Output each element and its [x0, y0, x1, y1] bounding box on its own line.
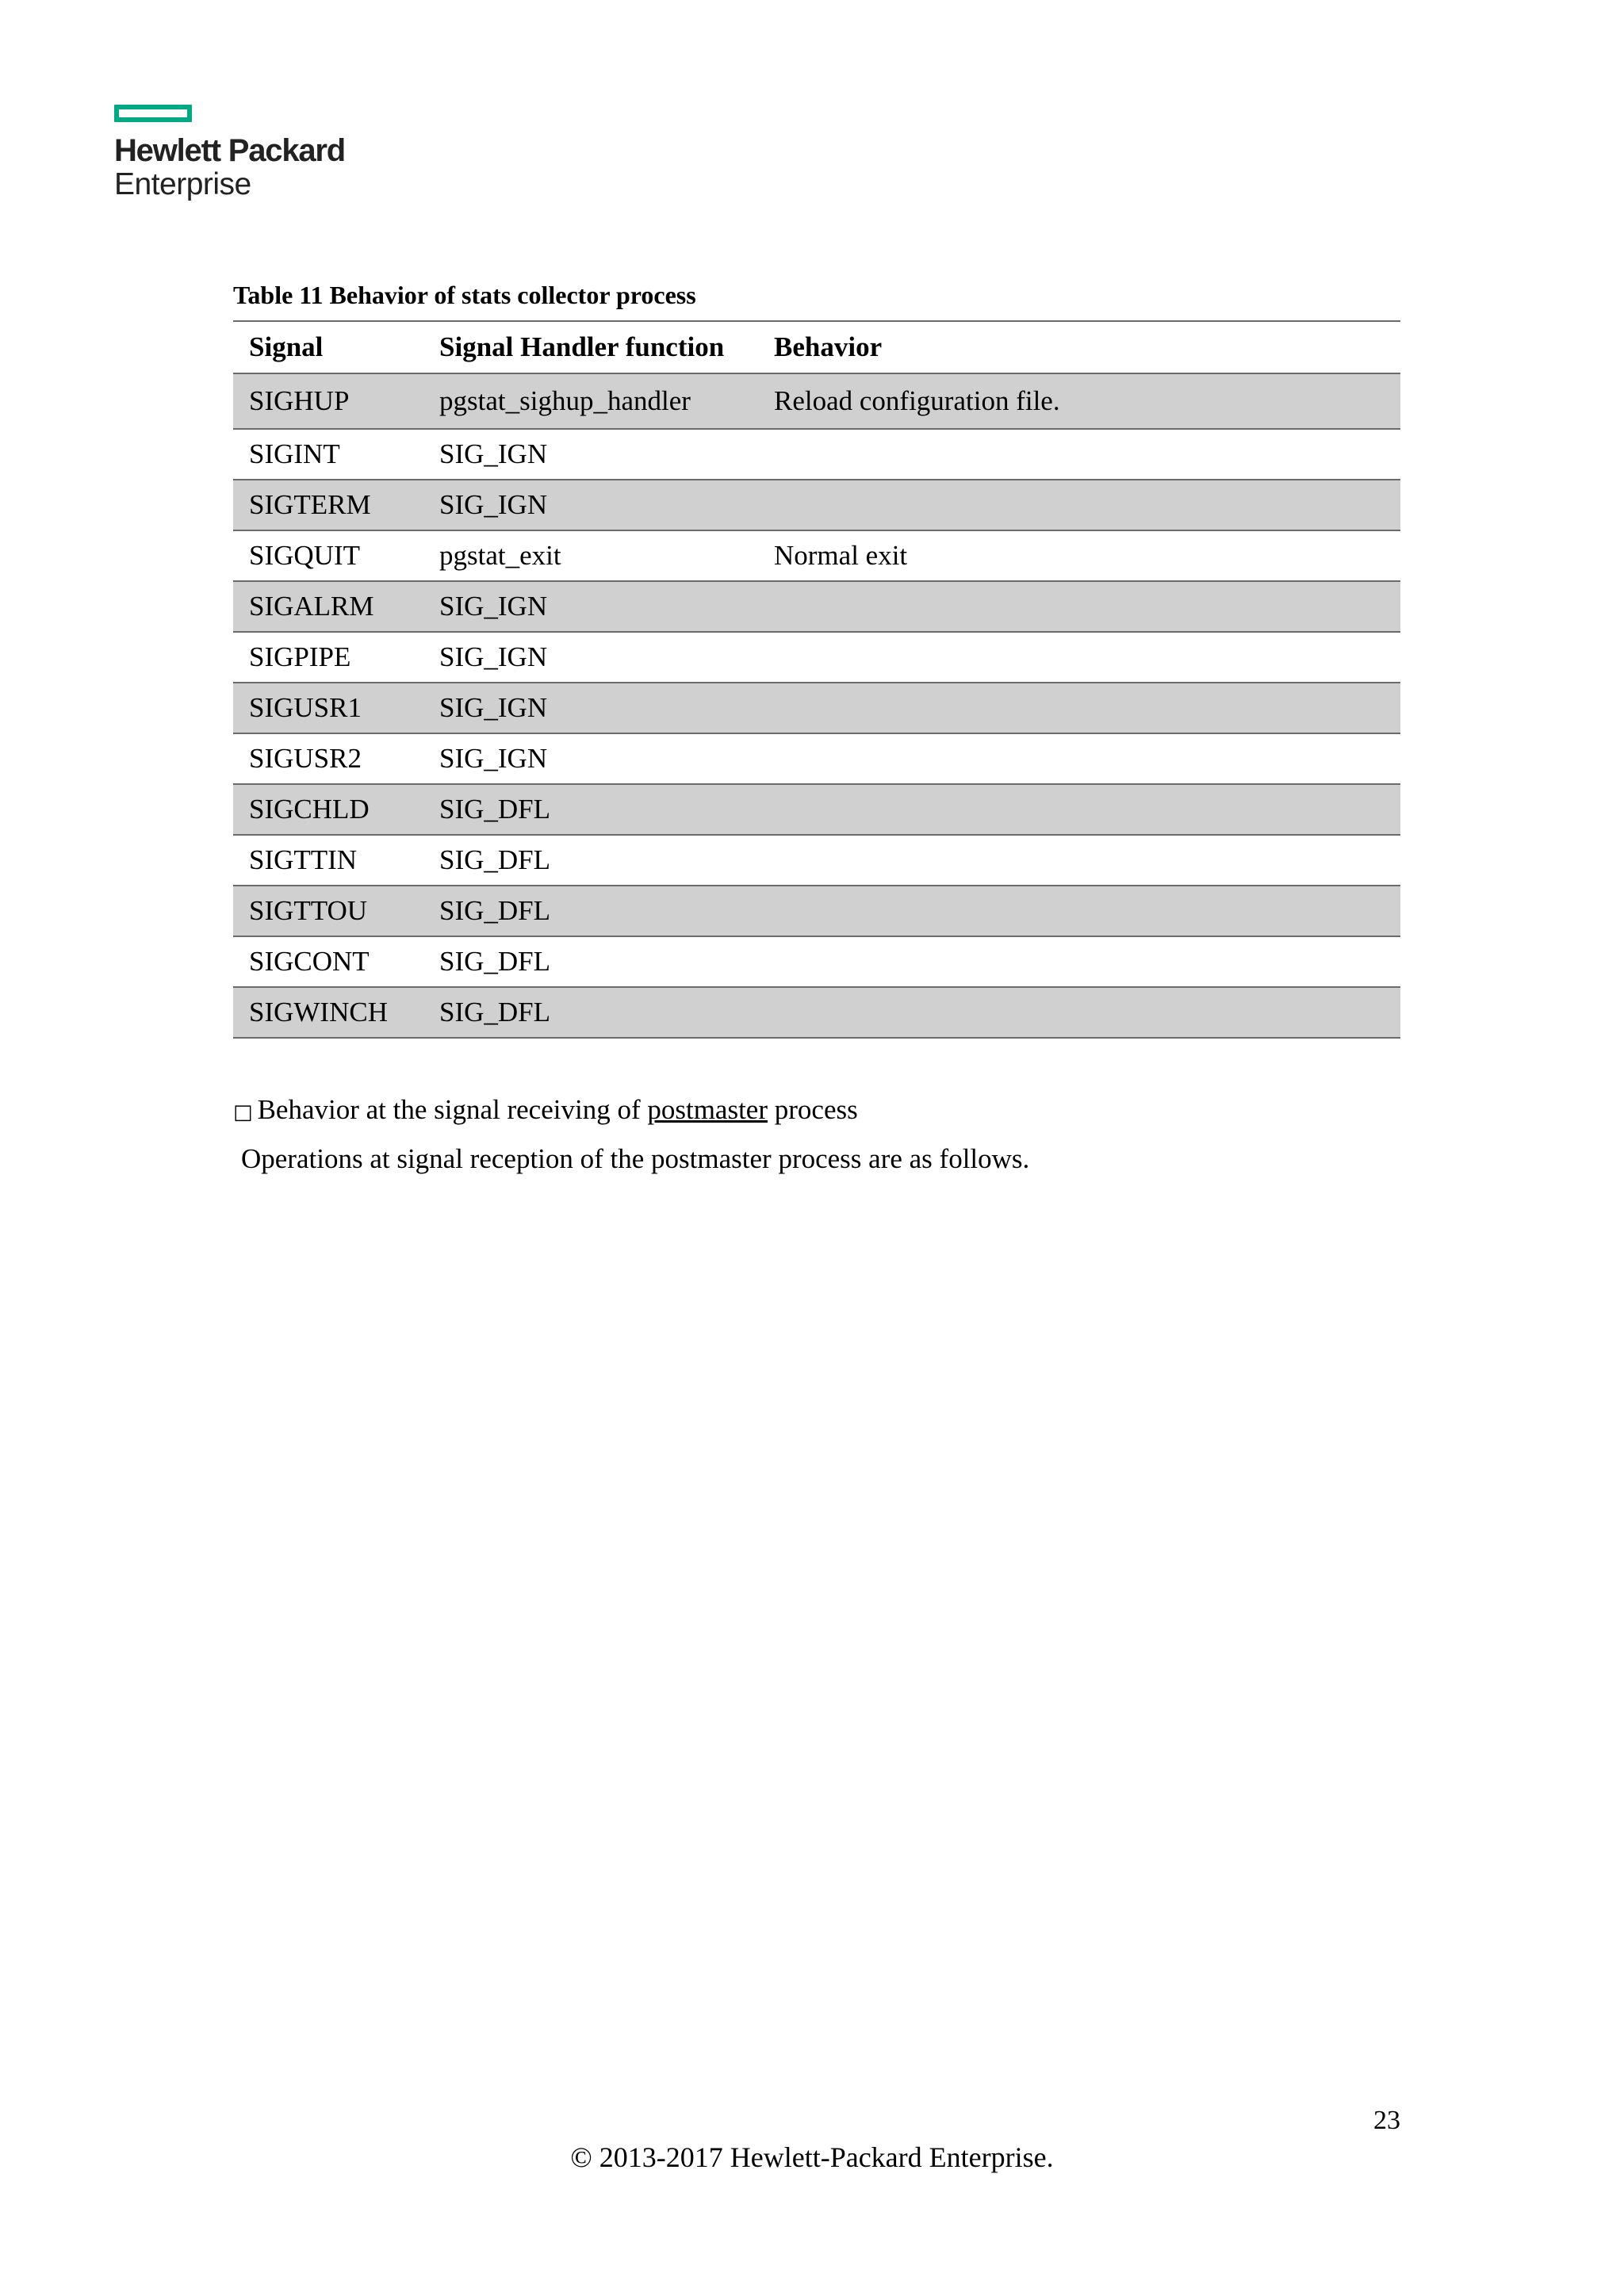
handler-cell: SIG_DFL: [423, 936, 758, 987]
logo-text-line1: Hewlett Packard: [114, 133, 346, 168]
handler-cell: pgstat_sighup_handler: [423, 373, 758, 429]
signal-cell: SIGWINCH: [233, 987, 423, 1038]
hpe-logo: [114, 105, 368, 201]
table-row: [233, 373, 1400, 429]
checkbox-bullet-icon: □: [233, 1100, 253, 1124]
section-heading-suffix: process: [768, 1094, 858, 1125]
table-caption: Table 11 Behavior of stats collector process: [233, 281, 696, 309]
table-header-row: [233, 321, 1400, 373]
behavior-cell: [758, 632, 1400, 683]
header-signal: Signal: [233, 321, 423, 373]
signal-cell: SIGPIPE: [233, 632, 423, 683]
behavior-cell: [758, 429, 1400, 480]
behavior-cell: [758, 886, 1400, 936]
behavior-cell: Reload configuration file.: [758, 373, 1400, 429]
behavior-cell: [758, 987, 1400, 1038]
handler-cell: SIG_DFL: [423, 886, 758, 936]
behavior-cell: [758, 784, 1400, 835]
table-row: [233, 886, 1400, 936]
handler-cell: SIG_DFL: [423, 835, 758, 886]
table-row: [233, 987, 1400, 1038]
table-row: [233, 530, 1400, 581]
signal-cell: SIGTERM: [233, 480, 423, 530]
handler-cell: SIG_IGN: [423, 733, 758, 784]
handler-cell: SIG_DFL: [423, 784, 758, 835]
table-row: [233, 429, 1400, 480]
signal-cell: SIGHUP: [233, 373, 423, 429]
hpe-logo-mark: [114, 105, 192, 122]
handler-cell: SIG_IGN: [423, 581, 758, 632]
section-body-text: Operations at signal reception of the postmaster process are as follows.: [241, 1143, 1030, 1174]
handler-cell: SIG_IGN: [423, 480, 758, 530]
behavior-cell: [758, 581, 1400, 632]
signal-cell: SIGQUIT: [233, 530, 423, 581]
section-heading: [233, 1094, 858, 1126]
table-row: [233, 480, 1400, 530]
signal-cell: SIGTTOU: [233, 886, 423, 936]
copyright-notice: © 2013-2017 Hewlett-Packard Enterprise.: [570, 2141, 1054, 2173]
signal-table: [233, 320, 1400, 1039]
behavior-cell: Normal exit: [758, 530, 1400, 581]
header-handler-function: Signal Handler function: [423, 321, 758, 373]
handler-cell: SIG_DFL: [423, 987, 758, 1038]
signal-cell: SIGUSR2: [233, 733, 423, 784]
signal-cell: SIGCHLD: [233, 784, 423, 835]
postmaster-link[interactable]: postmaster: [647, 1094, 768, 1125]
signal-cell: SIGALRM: [233, 581, 423, 632]
signal-cell: SIGINT: [233, 429, 423, 480]
signal-cell: SIGTTIN: [233, 835, 423, 886]
table-row: [233, 632, 1400, 683]
logo-text-line2: Enterprise: [114, 167, 251, 201]
header-behavior: Behavior: [758, 321, 1400, 373]
handler-cell: SIG_IGN: [423, 632, 758, 683]
table-row: [233, 581, 1400, 632]
table-row: [233, 784, 1400, 835]
behavior-cell: [758, 480, 1400, 530]
signal-cell: SIGUSR1: [233, 683, 423, 733]
behavior-cell: [758, 733, 1400, 784]
signal-cell: SIGCONT: [233, 936, 423, 987]
section-heading-prefix: Behavior at the signal receiving of: [257, 1094, 648, 1125]
handler-cell: SIG_IGN: [423, 683, 758, 733]
behavior-cell: [758, 683, 1400, 733]
behavior-cell: [758, 936, 1400, 987]
handler-cell: pgstat_exit: [423, 530, 758, 581]
page-number: 23: [1373, 2106, 1400, 2135]
table-row: [233, 683, 1400, 733]
table-row: [233, 733, 1400, 784]
table-row: [233, 835, 1400, 886]
handler-cell: SIG_IGN: [423, 429, 758, 480]
table-row: [233, 936, 1400, 987]
behavior-cell: [758, 835, 1400, 886]
